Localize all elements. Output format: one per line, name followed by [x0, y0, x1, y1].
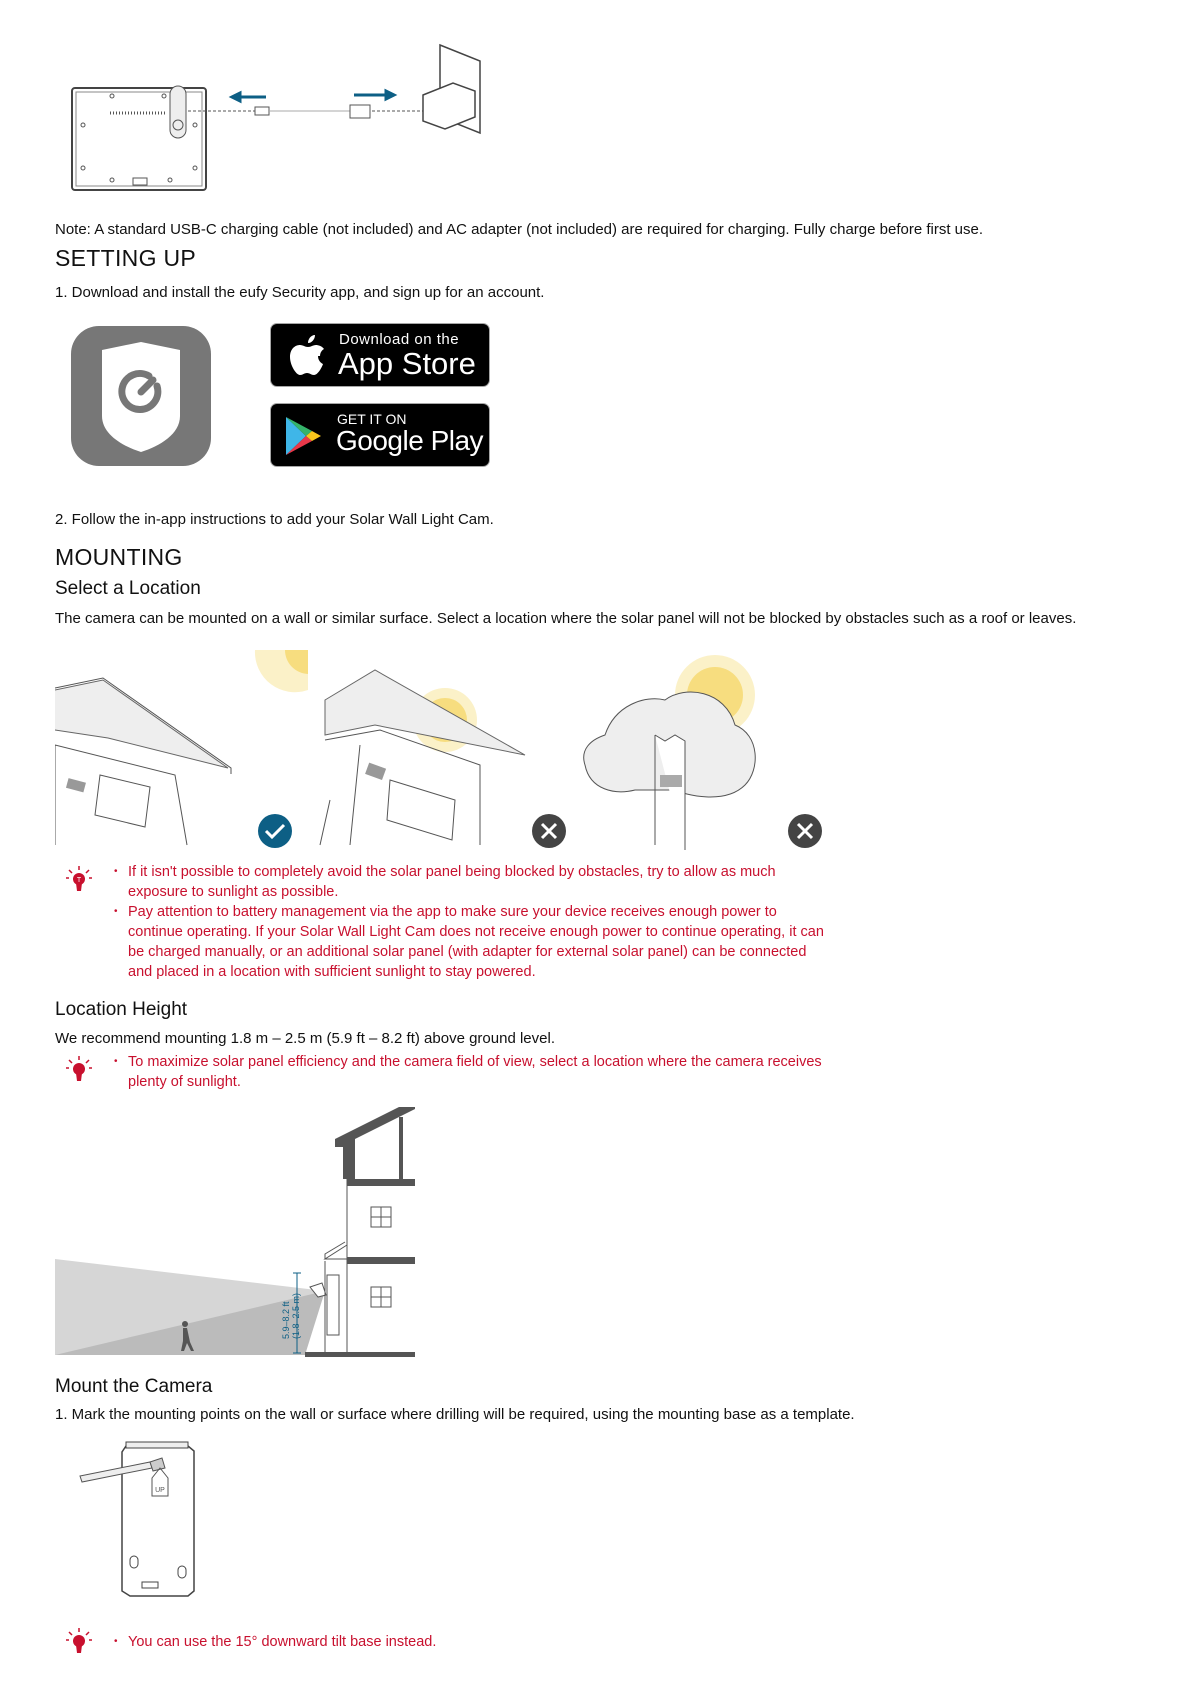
location-height-tip	[110, 1052, 830, 1092]
apple-icon	[289, 333, 327, 377]
svg-text:5.9–8.2 ft	[281, 1301, 291, 1339]
svg-text:T: T	[76, 877, 82, 884]
google-play-icon	[284, 415, 324, 457]
google-play-big-text: Google Play	[336, 425, 484, 456]
mounting-template-drill-illustration	[78, 1438, 218, 1600]
subsection-title-mount-camera: Mount the Camera	[55, 1376, 213, 1397]
app-store-badge[interactable]	[270, 323, 490, 387]
tip-item: • Pay attention to battery management via the app to make sure your device receives enough power to continue operating. If your Solar Wall Light Cam does not receive enough power to continue operating, it can be charged manually, or an additional solar panel (with adapter for external solar panel) can be connected and placed in a location with sufficient sunlight to stay powered.	[128, 902, 830, 982]
tip-lightbulb-icon	[66, 1056, 92, 1084]
height-label-ft: 5.9–8.2 ft	[281, 1301, 291, 1339]
section-title-mounting: MOUNTING	[55, 544, 183, 570]
tip-item: • You can use the 15° downward tilt base instead.	[128, 1632, 830, 1652]
charging-note: Note: A standard USB-C charging cable (not included) and AC adapter (not included) are required for charging. Fully charge before first use.	[55, 221, 984, 238]
location-height-text: We recommend mounting 1.8 m – 2.5 m (5.9 ft – 8.2 ft) above ground level.	[55, 1030, 555, 1047]
google-play-badge[interactable]	[270, 403, 490, 467]
location-examples-illustration	[55, 650, 835, 850]
tip-lightbulb-icon	[66, 866, 92, 894]
app-store-big-text: App Store	[338, 346, 476, 381]
tip-lightbulb-icon	[66, 1628, 92, 1656]
tip-item: • If it isn't possible to completely avoid the solar panel being blocked by obstacles, try to allow as much exposure to sunlight as possible.	[128, 862, 830, 902]
mount-camera-step-1: 1. Mark the mounting points on the wall or surface where drilling will be required, using the mounting base as a template.	[55, 1406, 855, 1423]
select-location-tips	[110, 862, 830, 982]
svg-text:(1.8–2.5 m)	[291, 1293, 301, 1339]
app-store-small-text: Download on the	[339, 331, 460, 348]
charging-diagram	[60, 40, 500, 200]
height-label-m: (1.8–2.5 m)	[291, 1292, 301, 1339]
setup-step-1: 1. Download and install the eufy Security app, and sign up for an account.	[55, 284, 545, 301]
setup-step-2: 2. Follow the in-app instructions to add your Solar Wall Light Cam.	[55, 511, 494, 528]
mounting-height-diagram	[55, 1107, 415, 1359]
up-label: UP	[155, 1487, 165, 1494]
mount-camera-tip	[110, 1632, 830, 1652]
section-title-setting-up: SETTING UP	[55, 245, 197, 271]
subsection-title-location-height: Location Height	[55, 999, 188, 1020]
eufy-security-app-icon	[71, 326, 211, 466]
subsection-title-select-location: Select a Location	[55, 578, 201, 599]
select-location-text: The camera can be mounted on a wall or similar surface. Select a location where the solar panel will not be blocked by obstacles such as a roof or leaves.	[55, 610, 1077, 627]
google-play-small-text: GET IT ON	[337, 411, 407, 427]
tip-item: • To maximize solar panel efficiency and the camera field of view, select a location where the camera receives plenty of sunlight.	[128, 1052, 830, 1092]
